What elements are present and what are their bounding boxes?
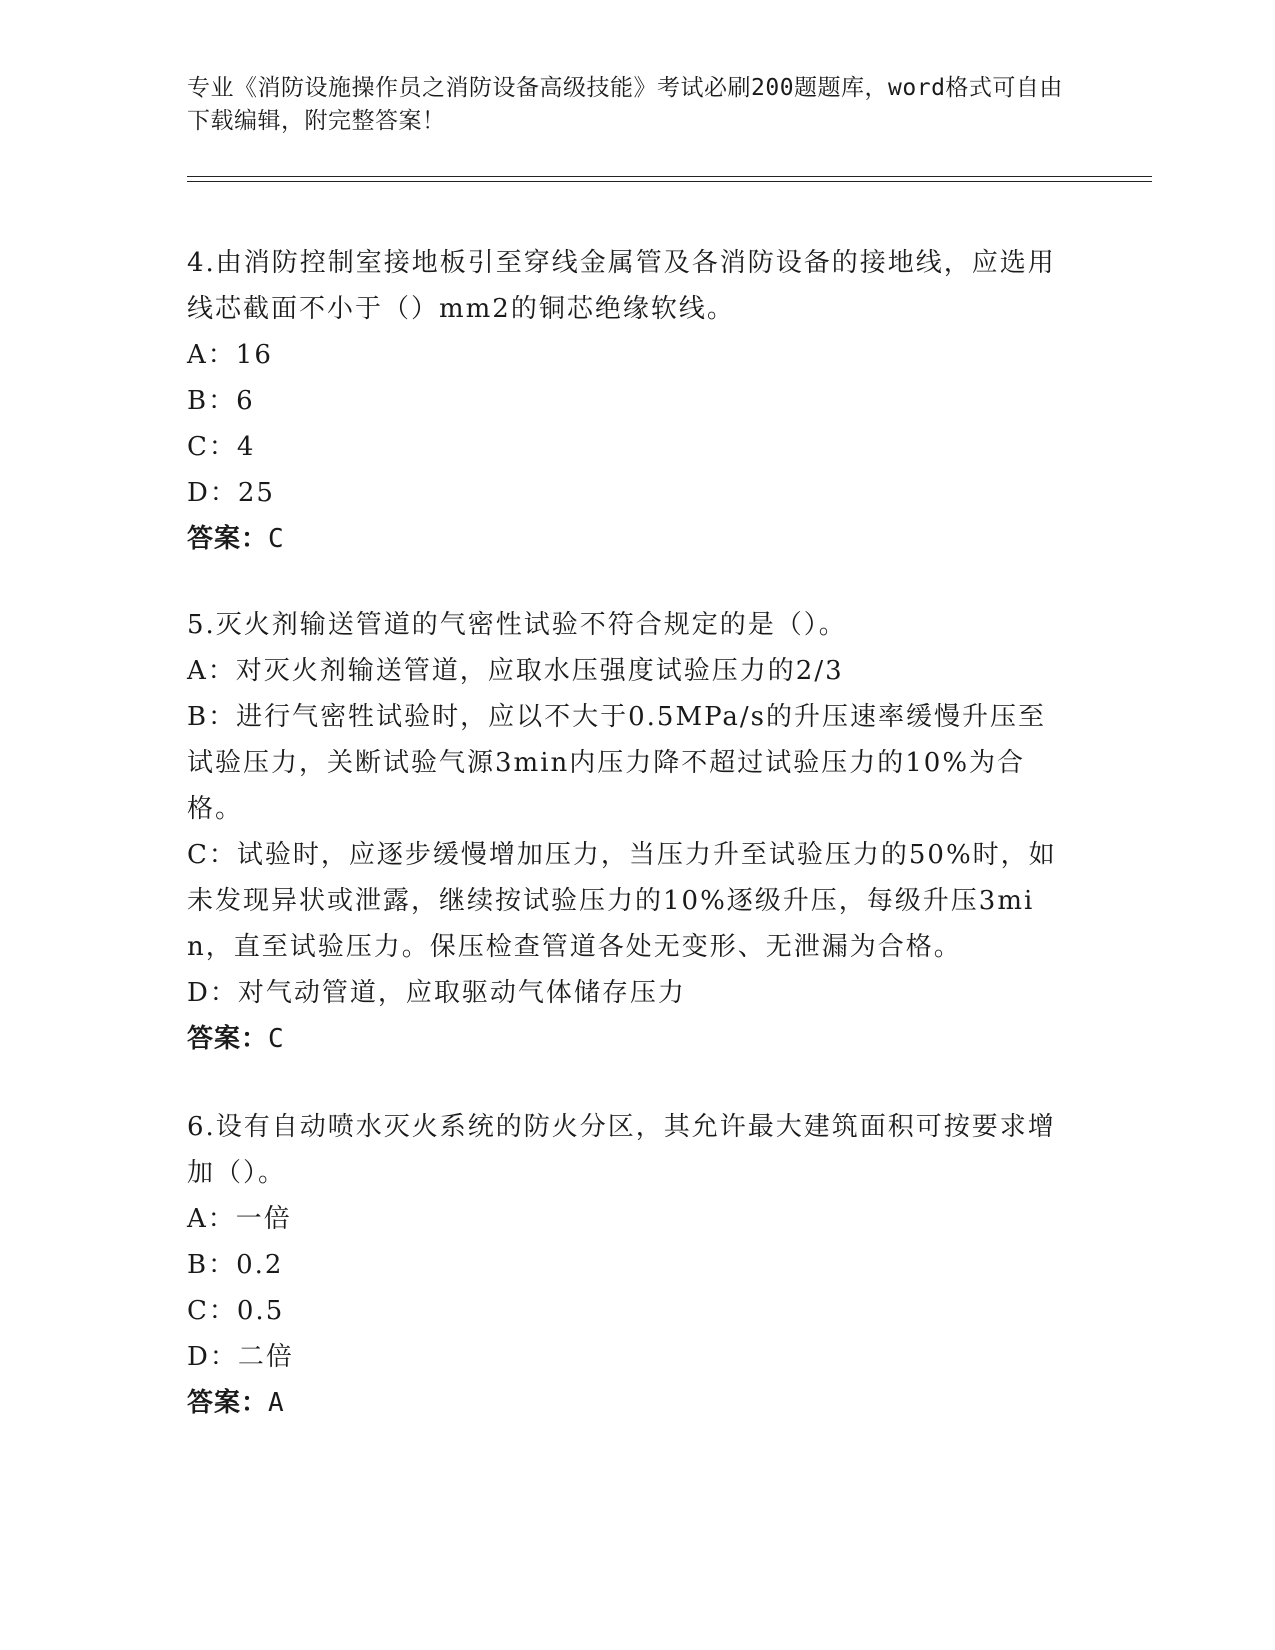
option-c: C：0.5 bbox=[187, 1296, 285, 1326]
answer bbox=[187, 1380, 1067, 1426]
header-title: 专业《消防设施操作员之消防设备高级技能》考试必刷200题题库，word格式可自由下载编辑，附完整答案！ bbox=[187, 75, 1063, 134]
answer-value: C bbox=[268, 524, 285, 554]
option-b: B：6 bbox=[187, 386, 255, 416]
answer bbox=[187, 516, 1067, 562]
answer-value: A bbox=[268, 1388, 285, 1418]
header-divider-top bbox=[187, 176, 1152, 177]
answer-value: C bbox=[268, 1024, 285, 1054]
answer-label: 答案： bbox=[187, 1024, 269, 1054]
option-c: C：4 bbox=[187, 432, 256, 462]
answer-label: 答案： bbox=[187, 524, 269, 554]
question-stem: 4.由消防控制室接地板引至穿线金属管及各消防设备的接地线，应选用线芯截面不小于（）mm2的铜芯绝缘软线。 bbox=[187, 248, 1056, 324]
question-6 bbox=[187, 1104, 1067, 1426]
answer bbox=[187, 1016, 1067, 1062]
option-c: C：试验时，应逐步缓慢增加压力，当压力升至试验压力的50%时，如未发现异状或泄露，继续按试验压力的10%逐级升压，每级升压3min，直至试验压力。保压检查管道各处无变形、无泄漏为合格。 bbox=[187, 840, 1057, 962]
option-b: B：进行气密牲试验时，应以不大于0.5MPa/s的升压速率缓慢升压至试验压力，关断试验气源3min内压力降不超过试验压力的10%为合格。 bbox=[187, 702, 1047, 824]
option-d: D：对气动管道，应取驱动气体储存压力 bbox=[187, 978, 686, 1008]
option-a: A：一倍 bbox=[187, 1204, 292, 1234]
option-b: B：0.2 bbox=[187, 1250, 284, 1280]
answer-label: 答案： bbox=[187, 1388, 269, 1418]
question-5 bbox=[187, 602, 1067, 1062]
question-4 bbox=[187, 240, 1067, 562]
option-a: A：16 bbox=[187, 340, 273, 370]
document-header bbox=[187, 72, 1087, 138]
question-stem: 6.设有自动喷水灭火系统的防火分区，其允许最大建筑面积可按要求增加（）。 bbox=[187, 1112, 1056, 1188]
option-d: D：25 bbox=[187, 478, 275, 508]
question-stem: 5.灭火剂输送管道的气密性试验不符合规定的是（）。 bbox=[187, 610, 847, 640]
option-a: A：对灭火剂输送管道，应取水压强度试验压力的2/3 bbox=[187, 656, 844, 686]
option-d: D：二倍 bbox=[187, 1342, 294, 1372]
header-divider-bottom bbox=[187, 181, 1152, 182]
